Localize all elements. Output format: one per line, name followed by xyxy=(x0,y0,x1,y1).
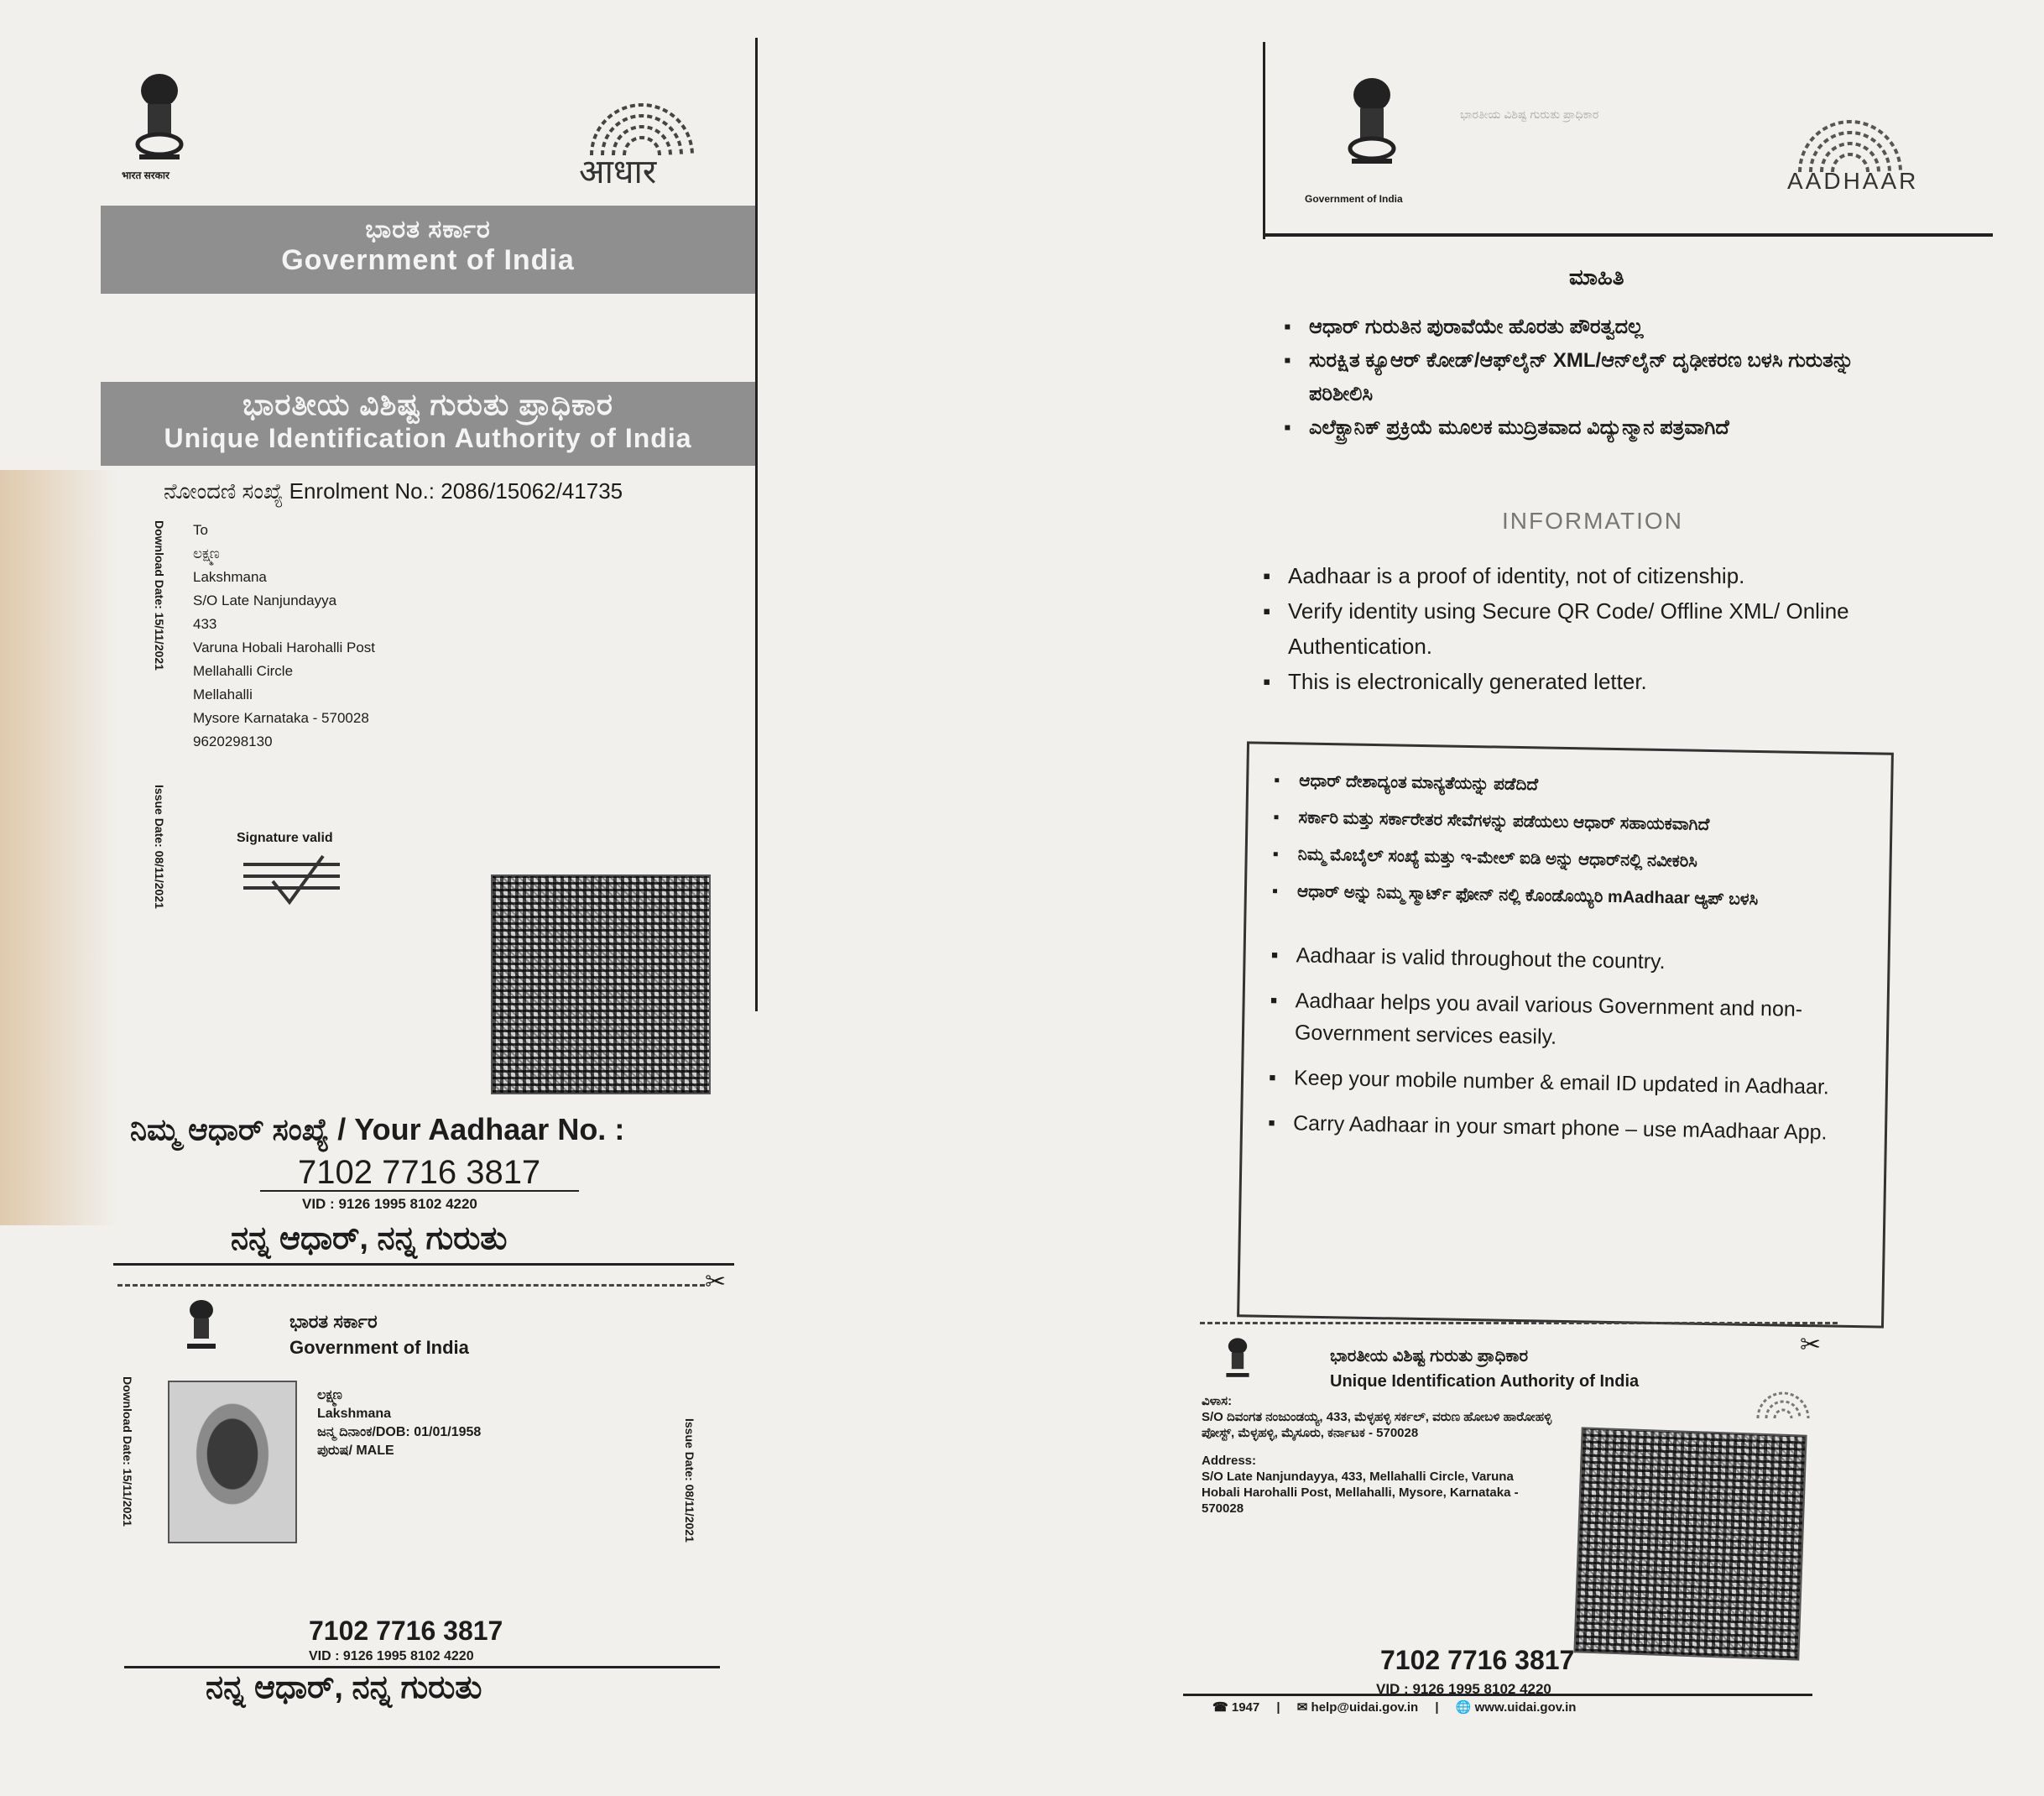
address-line: Mellahalli Circle xyxy=(193,663,294,679)
email-icon: ✉ xyxy=(1296,1700,1308,1715)
emblem-icon xyxy=(126,67,193,176)
aadhaar-number-label: ನಿಮ್ಮ ಆಧಾರ್ ಸಂಖ್ಯೆ / Your Aadhaar No. : xyxy=(130,1112,625,1146)
header-faint-text: ಭಾರತೀಯ ವಿಶಿಷ್ಟ ಗುರುತು ಪ್ರಾಧಿಕಾರ xyxy=(1460,107,1599,121)
aadhaar-logo-text: आधार xyxy=(579,154,657,191)
card-aadhaar-number: 7102 7716 3817 xyxy=(309,1616,503,1646)
address-line: ಲಕ್ಷ್ಮಣ xyxy=(193,546,220,561)
recipient-address xyxy=(193,519,375,754)
gov-band-english: Government of India xyxy=(281,244,575,276)
back-divider xyxy=(1183,1694,1812,1696)
list-item: ▪ Carry Aadhaar in your smart phone – use mAadhaar App. xyxy=(1268,1107,1860,1149)
vid-number: VID : 9126 1995 8102 4220 xyxy=(302,1196,477,1212)
list-item: ▪ Aadhaar helps you avail various Government and non-Government services easily. xyxy=(1270,984,1862,1058)
issue-date: Issue Date: 08/11/2021 xyxy=(153,785,166,909)
card-emblem-icon xyxy=(1221,1334,1254,1389)
card-gov-kannada: ಭಾರತ ಸರ್ಕಾರ xyxy=(289,1311,378,1332)
paper-shadow xyxy=(0,470,117,1225)
list-item: ▪ Verify identity using Secure QR Code/ Offline XML/ Online Authentication. xyxy=(1263,593,1959,664)
list-item: ▪ ಸರ್ಕಾರಿ ಮತ್ತು ಸರ್ಕಾರೇತರ ಸೇವೆಗಳನ್ನು ಪಡೆಯಲು ಆಧಾರ್ ಸಹಾಯಕವಾಗಿದೆ xyxy=(1273,805,1864,840)
card-divider xyxy=(124,1666,720,1668)
list-item: ▪ ಆಧಾರ್ ಗುರುತಿನ ಪುರಾವೆಯೇ ಹೊರತು ಪೌರತ್ವದಲ್ಲ xyxy=(1284,311,1863,344)
card-emblem-icon xyxy=(180,1297,222,1361)
back-header-kannada: ಭಾರತೀಯ ವಿಶಿಷ್ಟ ಗುರುತು ಪ್ರಾಧಿಕಾರ xyxy=(1330,1347,1529,1365)
footer-separator: | xyxy=(1276,1700,1280,1715)
scissors-icon: ✂ xyxy=(1800,1331,1822,1359)
signature-check-icon xyxy=(239,848,357,919)
card-name-english: Lakshmana xyxy=(317,1407,392,1421)
uidai-band xyxy=(101,382,755,466)
header-rule xyxy=(1263,233,1993,237)
information-list xyxy=(1263,558,1959,699)
card-gov-english: Government of India xyxy=(289,1337,469,1358)
footer-email: help@uidai.gov.in xyxy=(1311,1700,1419,1715)
kannada-info-list xyxy=(1284,311,1863,445)
address-line: 9620298130 xyxy=(193,734,273,749)
address-line: S/O Late Nanjundayya xyxy=(193,593,337,608)
card-name-kannada: ಲಕ್ಷ್ಮಣ xyxy=(317,1388,342,1402)
list-item: ▪ ಆಧಾರ್ ದೇಶಾದ್ಯಂತ ಮಾನ್ಯತೆಯನ್ನು ಪಡೆದಿದೆ xyxy=(1274,768,1865,803)
address-kannada-label: ವಿಳಾಸ: xyxy=(1202,1394,1233,1408)
footer xyxy=(1212,1699,1576,1715)
list-item: ▪ ಸುರಕ್ಷಿತ ಕ್ಯೂಆರ್ ಕೋಡ್/ಆಫ್‌ಲೈನ್ XML/ಆನ್‌ಲೈನ್ ದೃಢೀಕರಣ ಬಳಸಿ ಗುರುತನ್ನು ಪರಿಶೀಲಿಸಿ xyxy=(1284,344,1863,411)
address-line: Lakshmana xyxy=(193,569,267,585)
address-line: 433 xyxy=(193,616,217,632)
web-icon: 🌐 xyxy=(1455,1700,1472,1715)
notes-english-list xyxy=(1268,939,1863,1149)
holder-photo xyxy=(168,1381,297,1543)
right-page-edge xyxy=(1263,42,1265,239)
list-item: ▪ Keep your mobile number & email ID updated in Aadhaar. xyxy=(1269,1062,1861,1104)
information-heading: INFORMATION xyxy=(1502,508,1683,534)
list-item: ▪ Aadhaar is valid throughout the country. xyxy=(1270,939,1863,981)
footer-web: www.uidai.gov.in xyxy=(1474,1700,1577,1715)
signature-label: Signature valid xyxy=(237,831,333,845)
government-band xyxy=(101,206,755,294)
back-address-block xyxy=(1202,1393,1554,1517)
card-gender: ಪುರುಷ/ MALE xyxy=(317,1444,394,1458)
list-item: ▪ ನಿಮ್ಮ ಮೊಬೈಲ್ ಸಂಖ್ಯೆ ಮತ್ತು ಇ-ಮೇಲ್ ಐಡಿ ಅನ್ನು ಆಧಾರ್‌ನಲ್ಲಿ ನವೀಕರಿಸಿ xyxy=(1272,842,1864,877)
enrolment-number: ನೋಂದಣಿ ಸಂಖ್ಯೆ Enrolment No.: 2086/15062/41735 xyxy=(164,478,623,504)
aadhaar-small-logo-icon xyxy=(1754,1372,1812,1427)
list-item: ▪ This is electronically generated letter. xyxy=(1263,664,1959,699)
slogan: ನನ್ನ ಆಧಾರ್, ನನ್ನ ಗುರುತು xyxy=(231,1221,508,1256)
divider xyxy=(113,1263,734,1266)
qr-code xyxy=(1573,1427,1807,1660)
number-underline xyxy=(260,1190,579,1192)
card-issue-date: Issue Date: 08/11/2021 xyxy=(683,1418,696,1543)
aadhaar-logo-text: AADHAAR xyxy=(1787,168,1919,194)
address-line: Mysore Karnataka - 570028 xyxy=(193,710,369,726)
back-vid: VID : 9126 1995 8102 4220 xyxy=(1376,1681,1551,1697)
address-line: Mellahalli xyxy=(193,687,253,702)
back-aadhaar-number: 7102 7716 3817 xyxy=(1380,1645,1575,1675)
uidai-band-kannada: ಭಾರತೀಯ ವಿಶಿಷ್ಟ ಗುರುತು ಪ್ರಾಧಿಕಾರ xyxy=(242,387,613,421)
address-english: S/O Late Nanjundayya, 433, Mellahalli Circle, Varuna Hobali Harohalli Post, Mellahalli, Mysore, Karnataka - 570028 xyxy=(1202,1470,1519,1516)
emblem-icon xyxy=(1338,71,1405,185)
cut-line xyxy=(1200,1322,1838,1324)
list-item: ▪ Aadhaar is a proof of identity, not of citizenship. xyxy=(1263,558,1959,593)
card-slogan: ನನ್ನ ಆಧಾರ್, ನನ್ನ ಗುರುತು xyxy=(206,1670,482,1705)
list-item: ▪ ಆಧಾರ್ ಅನ್ನು ನಿಮ್ಮ ಸ್ಮಾರ್ಟ್ ಫೋನ್ ನಲ್ಲಿ ಕೊಂಡೊಯ್ಯಿರಿ mAadhaar ಆ್ಯಪ್ ಬಳಸಿ xyxy=(1272,879,1864,914)
card-dob: ಜನ್ಮ ದಿನಾಂಕ/DOB: 01/01/1958 xyxy=(317,1425,482,1439)
emblem-caption: Government of India xyxy=(1305,193,1403,205)
card-vid: VID : 9126 1995 8102 4220 xyxy=(309,1649,474,1663)
notes-kannada-list xyxy=(1272,768,1866,914)
card-details xyxy=(317,1386,481,1460)
qr-code xyxy=(491,875,711,1094)
list-item: ▪ ಎಲೆಕ್ಟ್ರಾನಿಕ್ ಪ್ರಕ್ರಿಯೆ ಮೂಲಕ ಮುದ್ರಿತವಾದ ವಿದ್ಯುನ್ಮಾನ ಪತ್ರವಾಗಿದೆ xyxy=(1284,411,1863,445)
aadhaar-number: 7102 7716 3817 xyxy=(298,1154,541,1191)
address-label: Address: xyxy=(1202,1454,1257,1468)
address-line: To xyxy=(193,522,208,538)
notes-box xyxy=(1237,741,1894,1328)
address-kannada: S/O ದಿವಂಗತ ನಂಜುಂಡಯ್ಯ, 433, ಮೆಳ್ಳಹಳ್ಳಿ ಸರ್ಕಲ್, ವರುಣ ಹೋಬಳಿ ಹಾರೋಹಳ್ಳಿ ಪೋಸ್ಟ್, ಮೆಳ್ಳಹಳ್ಳಿ, ಮೈಸೂರು, ಕರ್ನಾಟಕ - 570028 xyxy=(1202,1410,1552,1440)
footer-separator: | xyxy=(1435,1700,1439,1715)
emblem-caption: भारत सरकार xyxy=(122,170,169,181)
scissors-icon: ✂ xyxy=(705,1268,727,1296)
cut-line xyxy=(117,1284,705,1287)
footer-phone: 1947 xyxy=(1231,1700,1260,1715)
phone-icon: ☎ xyxy=(1212,1700,1228,1715)
gov-band-kannada: ಭಾರತ ಸರ್ಕಾರ xyxy=(365,216,491,243)
download-date: Download Date: 15/11/2021 xyxy=(153,520,166,671)
card-download-date: Download Date: 15/11/2021 xyxy=(121,1376,134,1527)
left-page-edge xyxy=(755,38,758,1011)
kannada-info-heading: ಮಾಹಿತಿ xyxy=(1569,264,1624,290)
address-line: Varuna Hobali Harohalli Post xyxy=(193,640,376,655)
uidai-band-english: Unique Identification Authority of India xyxy=(164,423,692,453)
back-header-english: Unique Identification Authority of India xyxy=(1330,1372,1640,1391)
